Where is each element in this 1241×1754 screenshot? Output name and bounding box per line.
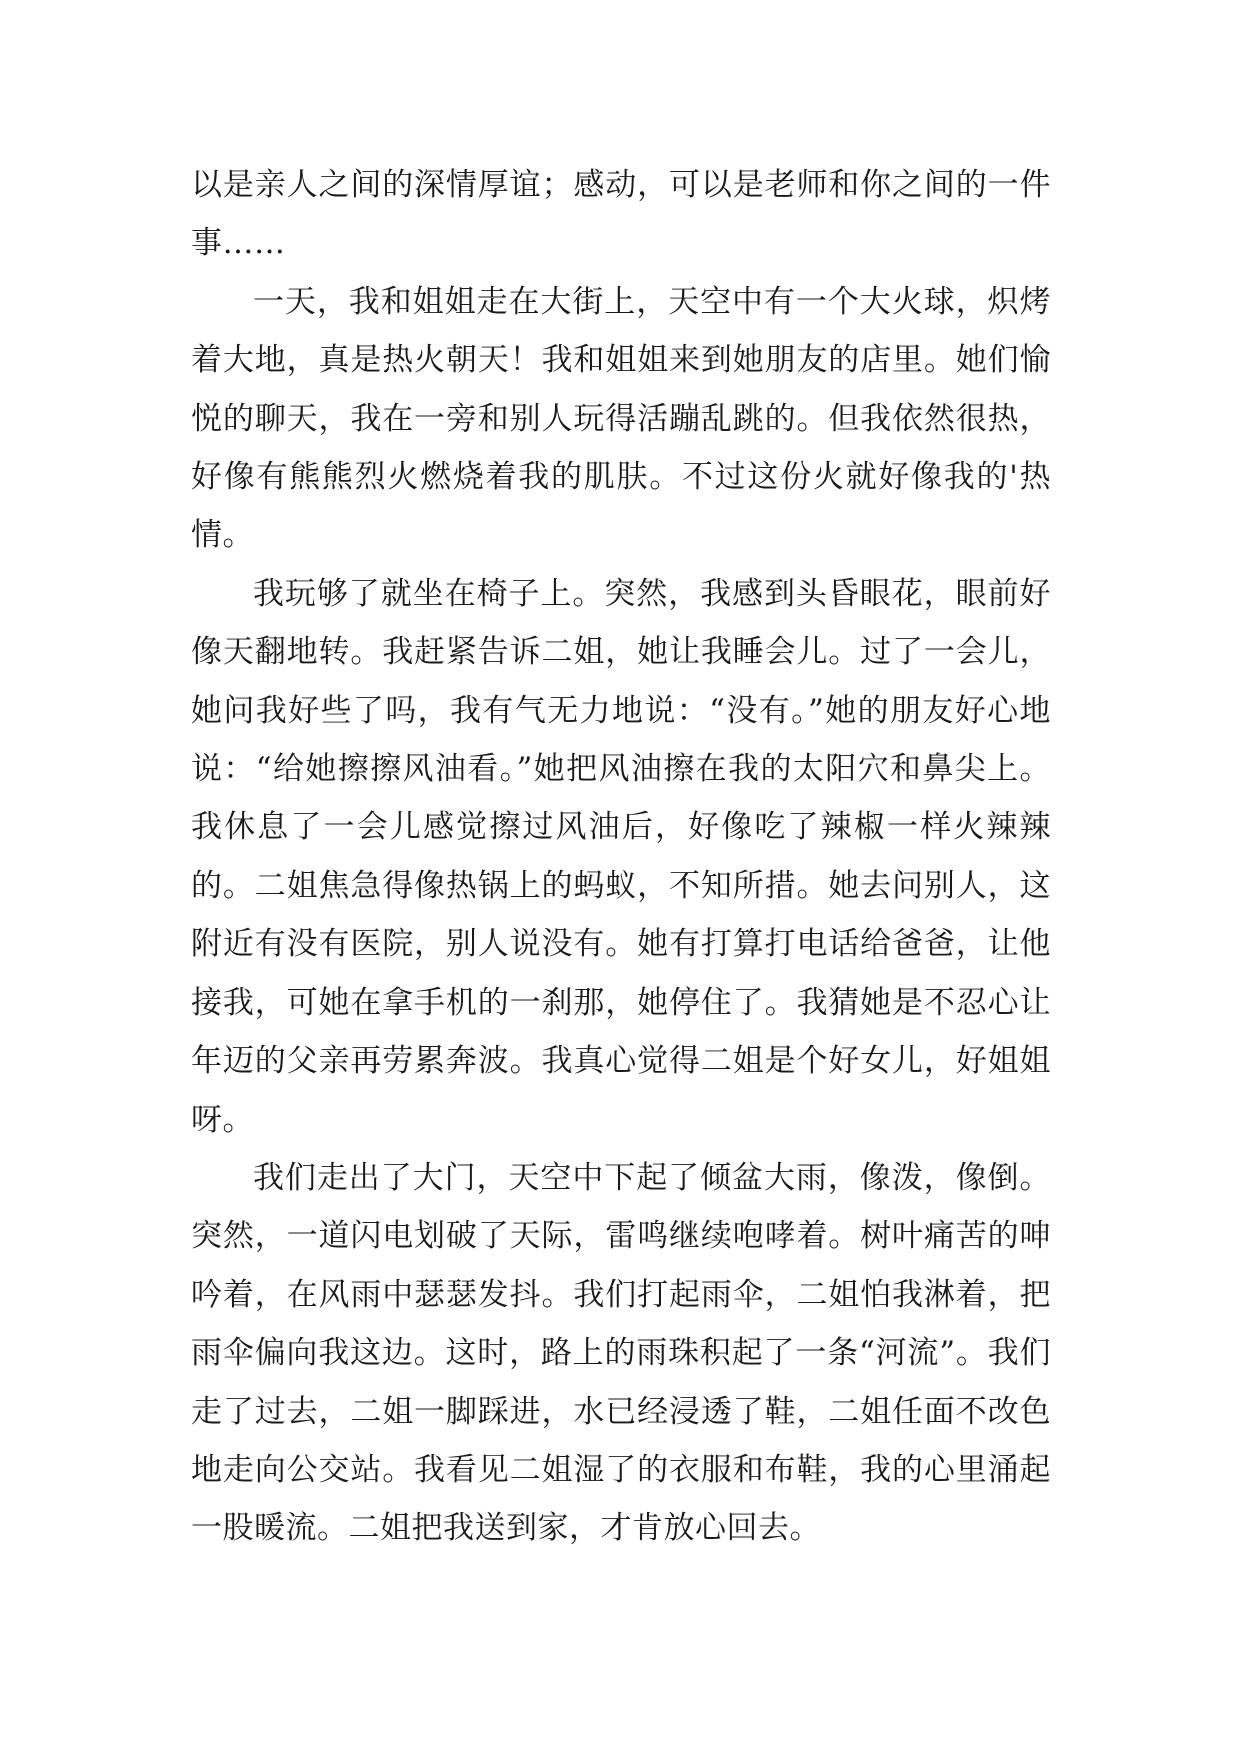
paragraph-continued: 以是亲人之间的深情厚谊；感动，可以是老师和你之间的一件事……	[191, 167, 1051, 262]
paragraph-street: 一天，我和姐姐走在大街上，天空中有一个大火球，炽烤着大地，真是热火朝天！我和姐姐来到她朋友的店里。她们愉悦的聊天，我在一旁和别人玩得活蹦乱跳的。但我依然很热，好像有熊熊烈火燃烧着我的肌肤。不过这份火就好像我的'热情。	[191, 283, 1051, 554]
paragraph-rain: 我们走出了大门，天空中下起了倾盆大雨，像泼，像倒。突然，一道闪电划破了天际，雷鸣继续咆哮着。树叶痛苦的呻吟着，在风雨中瑟瑟发抖。我们打起雨伞，二姐怕我淋着，把雨伞偏向我这边。这时，路上的雨珠积起了一条“河流”。我们走了过去，二姐一脚踩进，水已经浸透了鞋，二姐任面不改色地走向公交站。我看见二姐湿了的衣服和布鞋，我的心里涌起一股暖流。二姐把我送到家，才肯放心回去。	[191, 1159, 1051, 1547]
article-body	[191, 156, 1051, 1558]
paragraph-dizzy: 我玩够了就坐在椅子上。突然，我感到头昏眼花，眼前好像天翻地转。我赶紧告诉二姐，她让我睡会儿。过了一会儿，她问我好些了吗，我有气无力地说：“没有。”她的朋友好心地说：“给她擦擦风油看。”她把风油擦在我的太阳穴和鼻尖上。我休息了一会儿感觉擦过风油后，好像吃了辣椒一样火辣辣的。二姐焦急得像热锅上的蚂蚁，不知所措。她去问别人，这附近有没有医院，别人说没有。她有打算打电话给爸爸，让他接我，可她在拿手机的一刹那，她停住了。我猜她是不忍心让年迈的父亲再劳累奔波。我真心觉得二姐是个好女儿，好姐姐呀。	[191, 575, 1051, 1138]
